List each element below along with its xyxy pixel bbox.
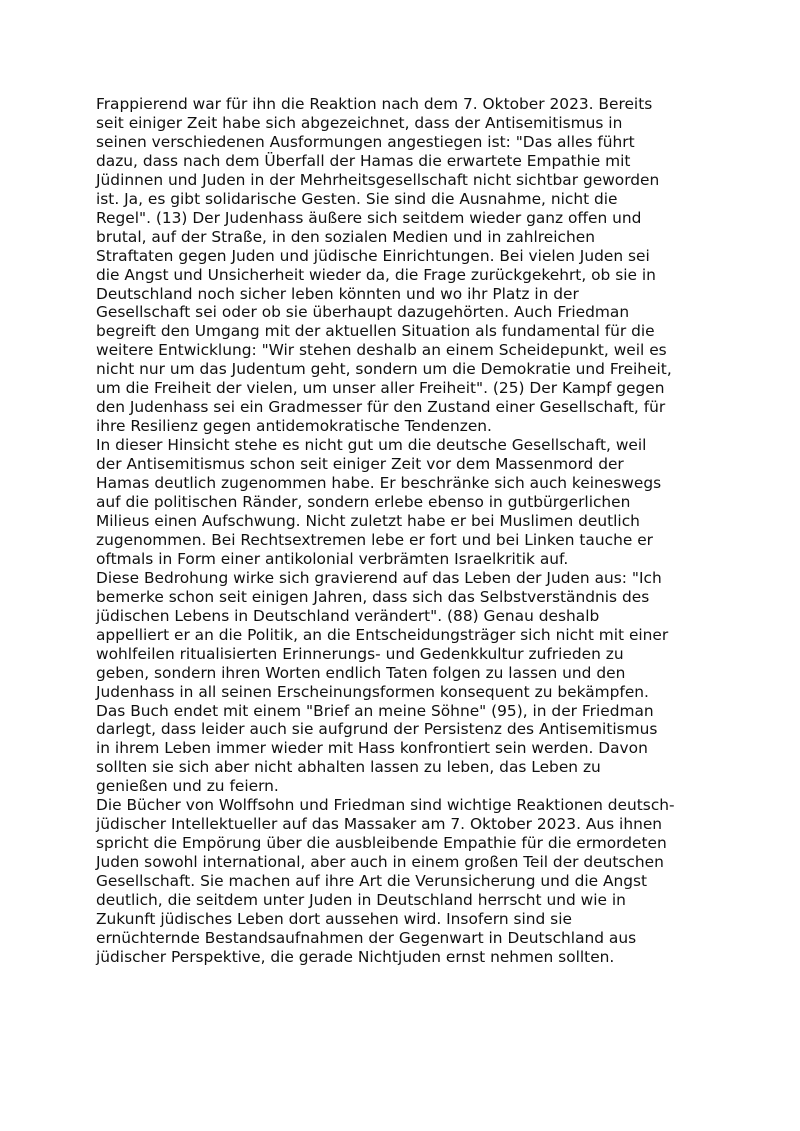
text-line: Jüdinnen und Juden in der Mehrheitsgesellschaft nicht sichtbar geworden	[96, 170, 660, 189]
text-line: nicht nur um das Judentum geht, sondern um die Demokratie und Freiheit,	[96, 360, 672, 379]
paragraph	[96, 569, 716, 702]
text-line: um die Freiheit der vielen, um unser aller Freiheit". (25) Der Kampf gegen	[96, 379, 665, 398]
text-line: Juden sowohl international, aber auch in einem großen Teil der deutschen	[96, 853, 664, 872]
text-line: den Judenhass sei ein Gradmesser für den Zustand einer Gesellschaft, für	[96, 398, 666, 417]
text-line: brutal, auf der Straße, in den sozialen Medien und in zahlreichen	[96, 227, 595, 246]
paragraph	[96, 702, 716, 797]
text-line: jüdischer Intellektueller auf das Massaker am 7. Oktober 2023. Aus ihnen	[96, 815, 663, 834]
paragraph	[96, 796, 716, 967]
text-line: appelliert er an die Politik, an die Entscheidungsträger sich nicht mit einer	[96, 625, 669, 644]
text-line: zugenommen. Bei Rechtsextremen lebe er fort und bei Linken tauche er	[96, 530, 653, 549]
review-text-body	[96, 95, 716, 967]
text-line: darlegt, dass leider auch sie aufgrund der Persistenz des Antisemitismus	[96, 720, 658, 739]
paragraph	[96, 95, 716, 436]
text-line: Gesellschaft. Sie machen auf ihre Art die Verunsicherung und die Angst	[96, 872, 648, 891]
text-line: ihre Resilienz gegen antidemokratische Tendenzen.	[96, 417, 492, 436]
text-line: Straftaten gegen Juden und jüdische Einrichtungen. Bei vielen Juden sei	[96, 246, 650, 265]
text-line: seinen verschiedenen Ausformungen angestiegen ist: "Das alles führt	[96, 132, 635, 151]
text-line: in ihrem Leben immer wieder mit Hass konfrontiert sein werden. Davon	[96, 739, 648, 758]
text-line: weitere Entwicklung: "Wir stehen deshalb an einem Scheidepunkt, weil es	[96, 341, 667, 360]
text-line: Deutschland noch sicher leben könnten und wo ihr Platz in der	[96, 284, 579, 303]
text-line: seit einiger Zeit habe sich abgezeichnet, dass der Antisemitismus in	[96, 113, 623, 132]
paragraph	[96, 436, 716, 569]
text-line: geben, sondern ihren Worten endlich Taten folgen zu lassen und den	[96, 663, 626, 682]
text-line: begreift den Umgang mit der aktuellen Situation als fundamental für die	[96, 322, 655, 341]
text-line: Diese Bedrohung wirke sich gravierend auf das Leben der Juden aus: "Ich	[96, 568, 662, 587]
text-line: Die Bücher von Wolffsohn und Friedman sind wichtige Reaktionen deutsch-	[96, 796, 675, 815]
text-line: der Antisemitismus schon seit einiger Zeit vor dem Massenmord der	[96, 455, 624, 474]
text-line: die Angst und Unsicherheit wieder da, die Frage zurückgekehrt, ob sie in	[96, 265, 656, 284]
text-line: In dieser Hinsicht stehe es nicht gut um die deutsche Gesellschaft, weil	[96, 436, 647, 455]
text-line: ernüchternde Bestandsaufnahmen der Gegenwart in Deutschland aus	[96, 928, 637, 947]
text-line: deutlich, die seitdem unter Juden in Deutschland herrscht und wie in	[96, 891, 626, 910]
text-line: auf die politischen Ränder, sondern erlebe ebenso in gutbürgerlichen	[96, 493, 631, 512]
text-line: dazu, dass nach dem Überfall der Hamas die erwartete Empathie mit	[96, 151, 631, 170]
text-line: Milieus einen Aufschwung. Nicht zuletzt habe er bei Muslimen deutlich	[96, 511, 640, 530]
text-line: genießen und zu feiern.	[96, 777, 279, 796]
text-line: ist. Ja, es gibt solidarische Gesten. Sie sind die Ausnahme, nicht die	[96, 189, 618, 208]
text-line: Hamas deutlich zugenommen habe. Er beschränke sich auch keineswegs	[96, 474, 662, 493]
text-line: Zukunft jüdisches Leben dort aussehen wird. Insofern sind sie	[96, 909, 572, 928]
text-line: Das Buch endet mit einem "Brief an meine Söhne" (95), in der Friedman	[96, 701, 654, 720]
text-line: wohlfeilen ritualisierten Erinnerungs- und Gedenkkultur zufrieden zu	[96, 644, 624, 663]
text-line: Gesellschaft sei oder ob sie überhaupt dazugehörten. Auch Friedman	[96, 303, 630, 322]
text-line: sollten sie sich aber nicht abhalten lassen zu leben, das Leben zu	[96, 758, 601, 777]
text-line: Judenhass in all seinen Erscheinungsformen konsequent zu bekämpfen.	[96, 682, 649, 701]
text-line: spricht die Empörung über die ausbleibende Empathie für die ermordeten	[96, 834, 667, 853]
text-line: jüdischer Perspektive, die gerade Nichtjuden ernst nehmen sollten.	[96, 947, 615, 966]
text-line: jüdischen Lebens in Deutschland verändert". (88) Genau deshalb	[96, 606, 600, 625]
text-line: bemerke schon seit einigen Jahren, dass sich das Selbstverständnis des	[96, 587, 650, 606]
text-line: Frappierend war für ihn die Reaktion nach dem 7. Oktober 2023. Bereits	[96, 95, 653, 113]
text-line: Regel". (13) Der Judenhass äußere sich seitdem wieder ganz offen und	[96, 208, 642, 227]
text-line: oftmals in Form einer antikolonial verbrämten Israelkritik auf.	[96, 549, 569, 568]
